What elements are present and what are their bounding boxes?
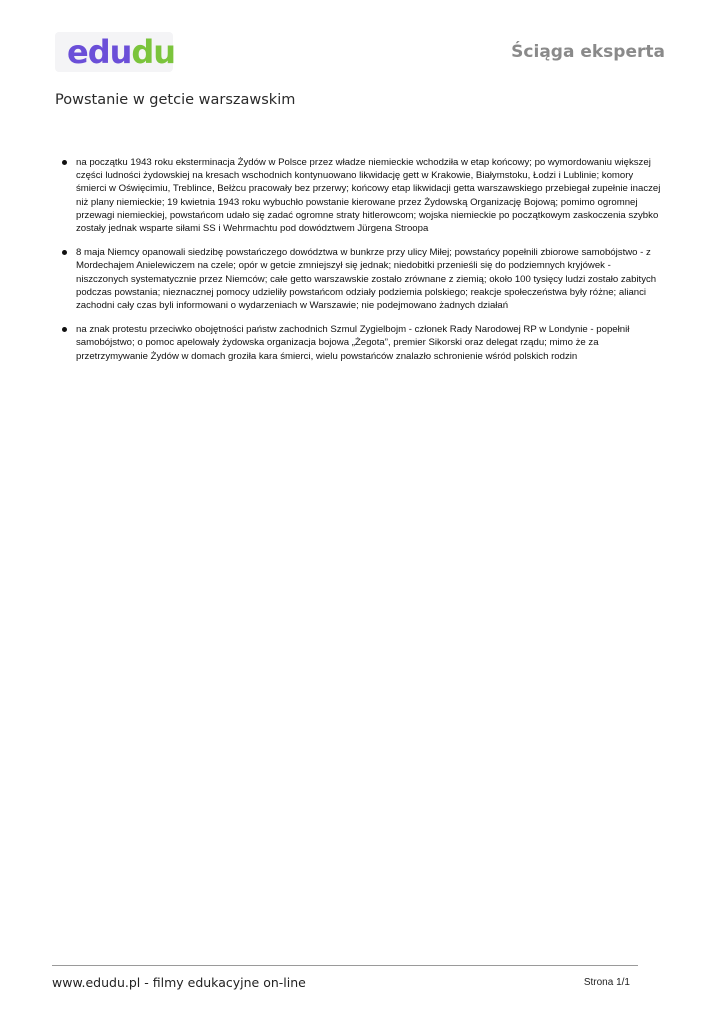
list-item: [62, 246, 662, 312]
footer-site-link[interactable]: www.edudu.pl - filmy edukacyjne on-line: [52, 975, 306, 990]
footer-divider: [52, 965, 638, 966]
edudu-logo[interactable]: [55, 32, 185, 74]
list-item: [62, 323, 662, 363]
bullet-icon: [62, 327, 67, 332]
list-item-text: na znak protestu przeciwko obojętności państw zachodnich Szmul Zygielbojm - członek Rady Narodowej RP w Londynie - popełnił samobójstwo; o pomoc apelowały żydowska organizacja bojowa „Żegota”, premier Sikorski oraz delegat rządu; mimo że za przetrzymywanie Żydów w domach groziła kara śmierci, wielu powstańców znalazło schronienie wśród polskich rodzin: [76, 324, 630, 362]
logo-part-du: du: [131, 33, 176, 71]
logo-part-edu: edu: [67, 33, 132, 71]
list-item-text: na początku 1943 roku eksterminacja Żydów w Polsce przez władze niemieckie wchodziła w etap końcowy; po wymordowaniu większej części ludności żydowskiej na kresach wschodnich kontynuowano likwidację gett w Krakowie, Białymstoku, Łodzi i Lublinie; komory śmierci w Oświęcimiu, Treblince, Bełżcu pracowały bez przerwy; końcowy etap likwidacji getta warszawskiego przebiegał zupełnie inaczej niż plany niemieckie; 19 kwietnia 1943 roku wybuchło powstanie kierowane przez Żydowską Organizację Bojową; pomimo ogromnej przewagi niemieckiej, powstańcom udało się zadać ogromne straty hitlerowcom; wojska niemieckie po początkowym zaskoczenia szybko zostały jednak wsparte siłami SS i Wehrmachtu pod dowództwem Jürgena Stroopa: [76, 157, 661, 235]
list-item: [62, 156, 662, 235]
bullet-icon: [62, 160, 67, 165]
page-header: [0, 0, 725, 80]
bullet-icon: [62, 250, 67, 255]
header-tagline: Ściąga eksperta: [511, 42, 665, 62]
list-item-text: 8 maja Niemcy opanowali siedzibę powstańczego dowództwa w bunkrze przy ulicy Miłej; powstańcy popełnili zbiorowe samobójstwo - z Mordechajem Anielewiczem na czele; opór w getcie zmniejszył się jednak; niedobitki przenieśli się do podziemnych kryjówek - niszczonych systematycznie przez Niemców; całe getto warszawskie zostało zrównane z ziemią; około 100 tysięcy ludzi zostało zabitych podczas powstania; nieznacznej pomocy udzieliły powstańcom odziały podziemia polskiego; reakcje społeczeństwa były różne; alianci zachodni cały czas byli informowani o wydarzeniach w Warszawie; nie podejmowano żadnych działań: [76, 247, 657, 312]
logo-wordmark: [67, 32, 175, 72]
bullet-list: [62, 156, 662, 363]
page-number: Strona 1/1: [583, 977, 630, 988]
document-content: [62, 156, 662, 374]
document-title: Powstanie w getcie warszawskim: [55, 92, 296, 108]
